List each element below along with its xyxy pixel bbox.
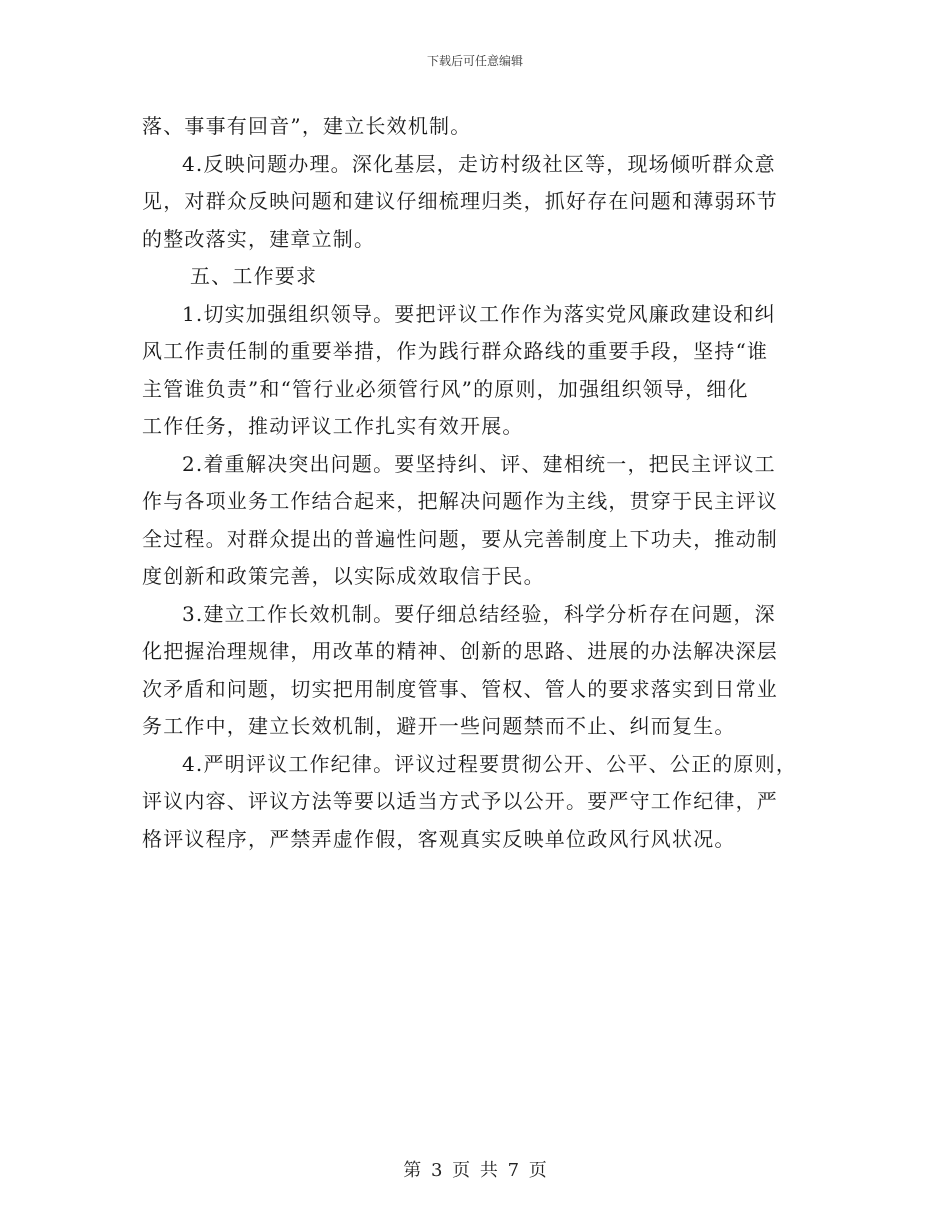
- body-line: 风工作责任制的重要举措，作为践行群众路线的重要手段，坚持“谁: [142, 339, 769, 363]
- body-line: 的整改落实，建章立制。: [142, 226, 376, 251]
- body-line: 4.反映问题办理。深化基层，走访村级社区等，现场倾听群众意: [182, 151, 776, 176]
- body-line: 务工作中，建立长效机制，避开一些问题禁而不止、纠而复生。: [142, 714, 736, 738]
- body-line: 化把握治理规律，用改革的精神、创新的思路、进展的办法解决深层: [142, 639, 778, 663]
- body-line: 落、事事有回音”，建立长效机制。: [142, 114, 472, 138]
- body-line: 全过程。对群众提出的普遍性问题，要从完善制度上下功夫，推动制: [142, 526, 778, 551]
- body-line: 4.严明评议工作纪律。评议过程要贯彻公开、公平、公正的原则，: [182, 751, 798, 776]
- body-line: 作与各项业务工作结合起来，把解决问题作为主线，贯穿于民主评议: [142, 489, 778, 513]
- body-line: 格评议程序，严禁弄虚作假，客观真实反映单位政风行风状况。: [142, 826, 736, 851]
- body-line: 度创新和政策完善，以实际成效取信于民。: [142, 564, 545, 588]
- body-line: 2.着重解决突出问题。要坚持纠、评、建相统一，把民主评议工: [182, 451, 776, 476]
- header-note: 下载后可任意编辑: [426, 54, 523, 68]
- body-line: 主管谁负责”和“管行业必须管行风”的原则，加强组织领导，细化: [142, 376, 749, 401]
- body-line: 3.建立工作长效机制。要仔细总结经验，科学分析存在问题，深: [182, 601, 776, 626]
- page-number: 第 3 页 共 7 页: [403, 1160, 547, 1181]
- section-heading: 五、工作要求: [190, 264, 318, 288]
- body-line: 见，对群众反映问题和建议仔细梳理归类，抓好存在问题和薄弱环节: [142, 189, 778, 213]
- body-line: 1.切实加强组织领导。要把评议工作作为落实党风廉政建设和纠: [182, 301, 776, 326]
- body-text: [142, 108, 808, 858]
- body-line: 工作任务，推动评议工作扎实有效开展。: [142, 414, 524, 438]
- body-line: 次矛盾和问题，切实把用制度管事、管权、管人的要求落实到日常业: [142, 676, 778, 701]
- body-line: 评议内容、评议方法等要以适当方式予以公开。要严守工作纪律，严: [142, 789, 778, 813]
